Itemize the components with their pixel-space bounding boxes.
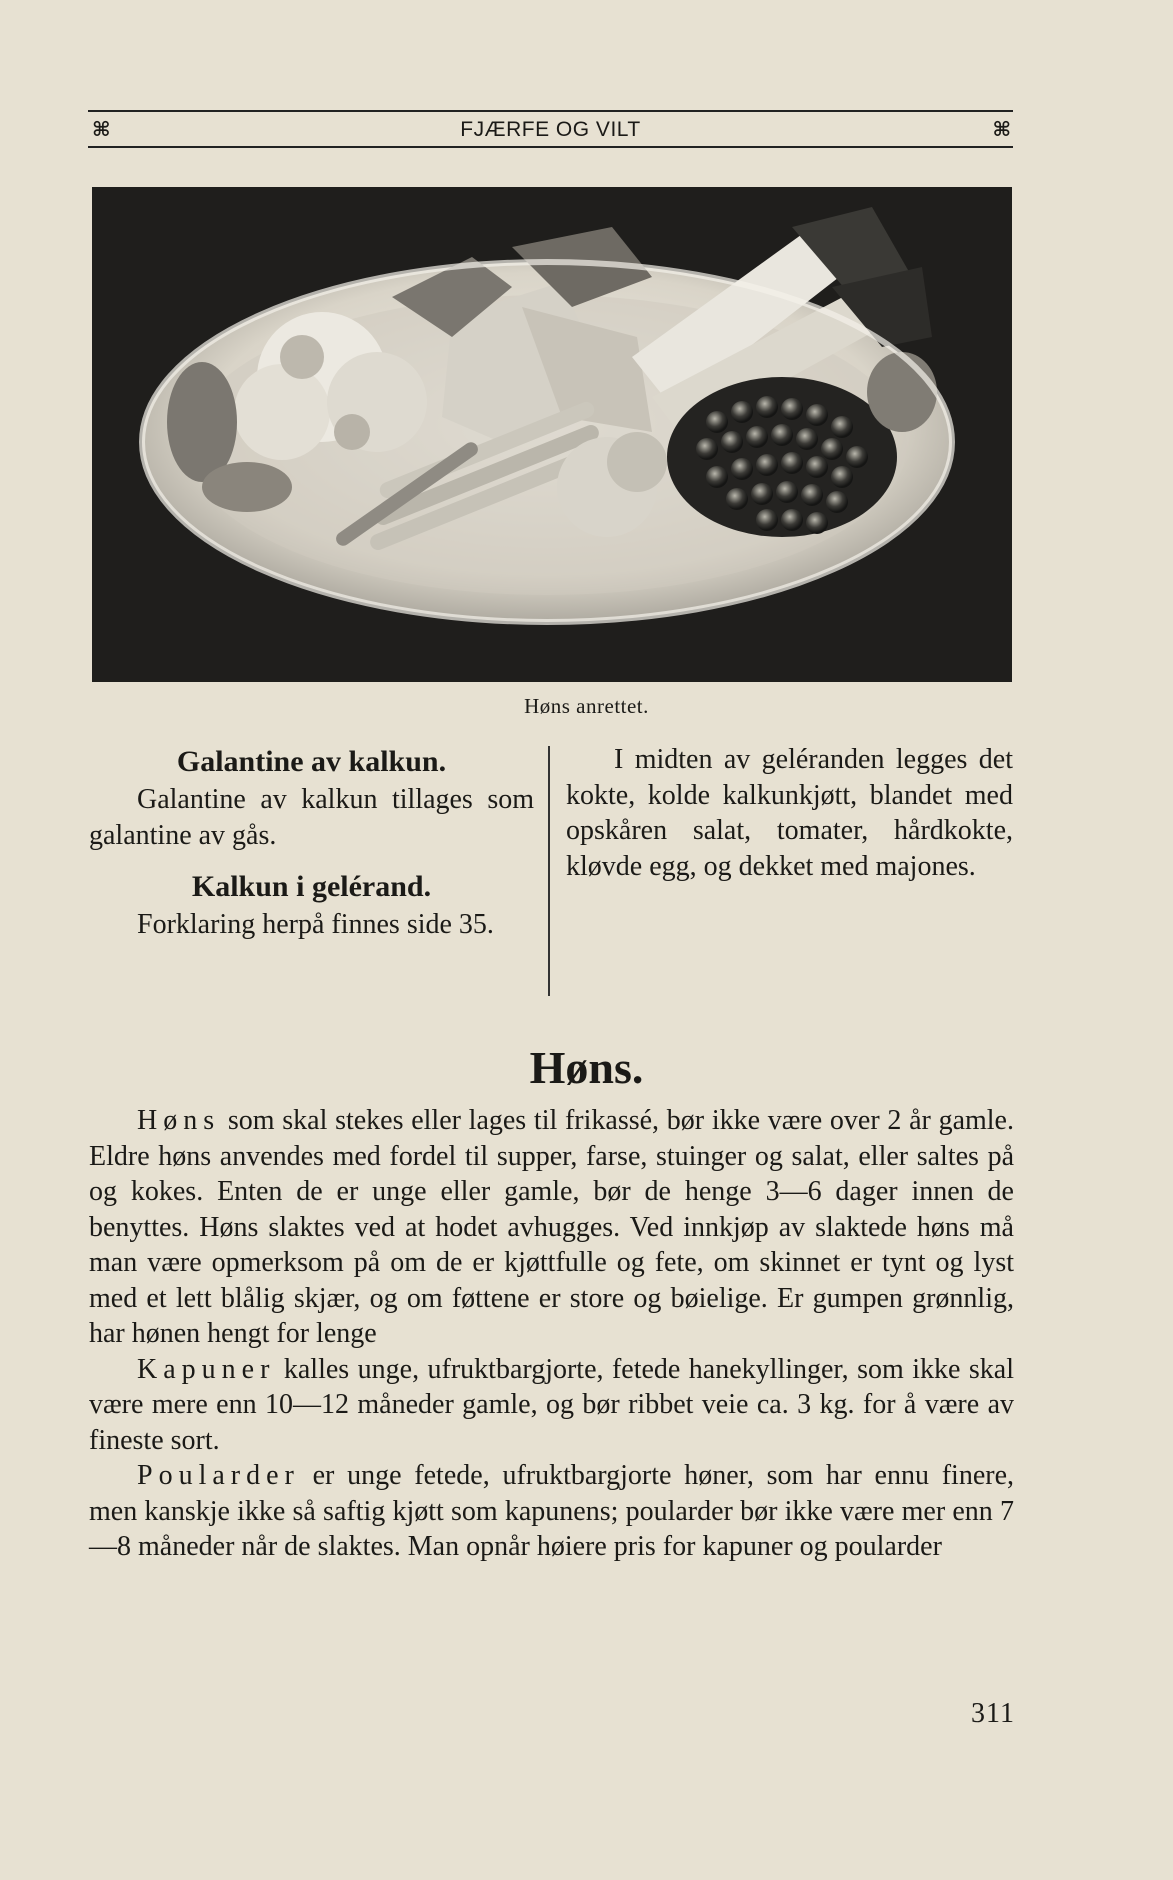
- running-header: [88, 110, 1013, 148]
- heading-kalkun-gelerand: Kalkun i gelérand.: [191, 870, 432, 903]
- page-number: 311: [971, 1698, 1015, 1729]
- ornament-left: ⌘: [92, 117, 111, 141]
- term-kapuner: Kapuner: [137, 1353, 276, 1385]
- platter-illustration: [92, 187, 1012, 682]
- gelerand-description: I midten av geléranden legges det kokte, kolde kalkunkjøtt, blandet med opskåren salat, tomater, hårdkokte, kløvde egg, og dekket med majones.: [566, 744, 1013, 882]
- paragraph-kapuner: [89, 1352, 1014, 1459]
- paragraph-poularder-text: er unge fetede, ufruktbargjorte høner, som har ennu finere, men kanskje ikke så saftig kjøtt som kapunens; poularder bør ikke være mer enn 7—8 måneder når de slaktes. Man opnår høiere pris for kapuner og poularder: [89, 1460, 1014, 1562]
- term-poularder: Poularder: [137, 1460, 300, 1491]
- peas: [667, 377, 897, 537]
- header-title: FJÆRFE OG VILT: [460, 118, 641, 141]
- section-body: [89, 1103, 1014, 1565]
- paragraph-hons-text: som skal stekes eller lages til frikassé, bør ikke være over 2 år gamle. Eldre høns anvendes med fordel til supper, farse, stuinger og salat, eller saltes på og kokes. Enten de er unge eller gamle, bør de henge 3—6 dager innen de benyttes. Høns slaktes ved at hodet avhugges. Ved innkjøp av slaktede høns må man være opmerksom på om de er kjøttfulle og fete, om skinnet er tynt og lyst med et lett blålig skjær, og om føttene er store og bøielige. Er gumpen grønnlig, har hønen hengt for lenge: [89, 1105, 1014, 1349]
- left-column: [89, 742, 534, 943]
- right-column: [566, 742, 1013, 884]
- paragraph-hons: [89, 1103, 1014, 1352]
- ornament-right: ⌘: [992, 117, 1011, 141]
- platter-photograph: [92, 187, 1012, 682]
- figure-caption: Høns anrettet.: [524, 694, 649, 718]
- column-divider: [548, 746, 550, 996]
- section-title-hons: Høns.: [529, 1042, 644, 1093]
- paragraph-poularder: [89, 1458, 1014, 1565]
- galantine-text: Galantine av kalkun tillages som galantine av gås.: [89, 784, 534, 851]
- paragraph-kapuner-text: kalles unge, ufruktbargjorte, fetede hanekyllinger, som ikke skal være mere enn 10—12 måneder gamle, og bør ribbet veie ca. 3 kg. for å være av fineste sort.: [89, 1353, 1014, 1456]
- term-hons: Høns: [137, 1105, 221, 1136]
- kalkun-gelerand-text: Forklaring herpå finnes side 35.: [137, 909, 494, 940]
- heading-galantine: Galantine av kalkun.: [176, 745, 447, 778]
